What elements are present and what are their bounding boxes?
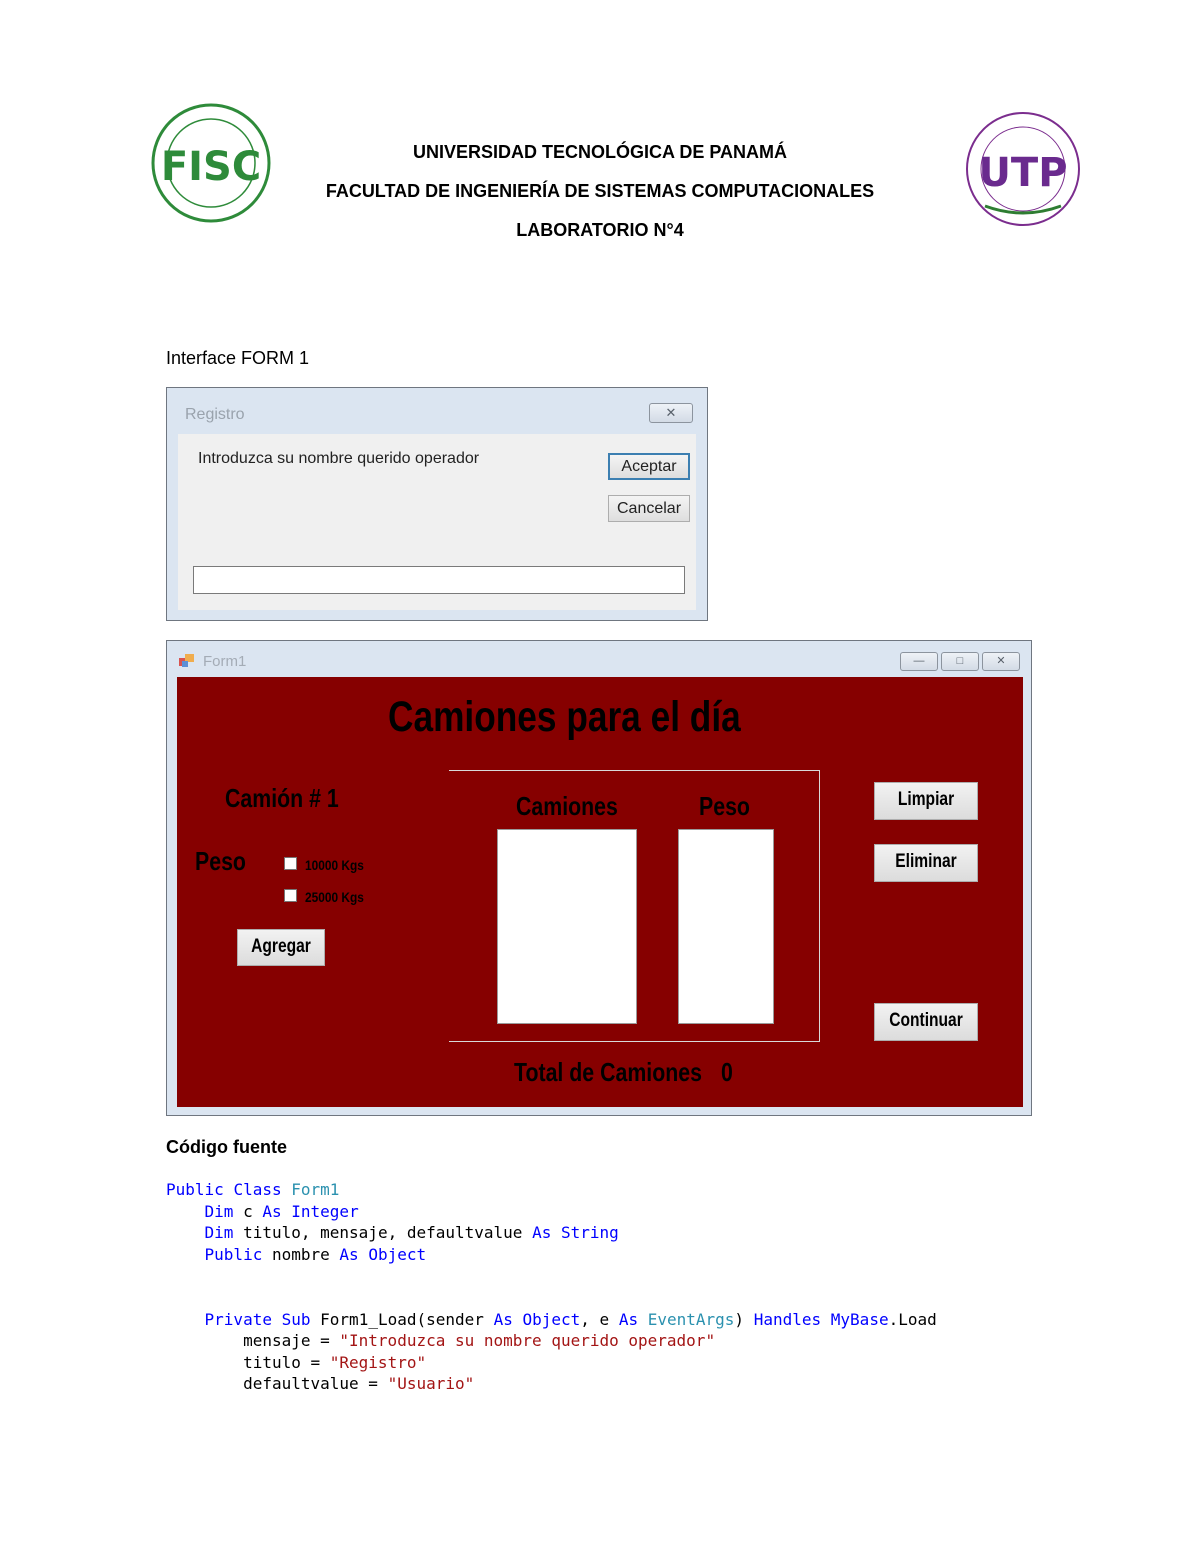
total-trucks-value: 0 xyxy=(721,1057,733,1087)
checkbox-25000[interactable] xyxy=(284,889,297,902)
agregar-button[interactable] xyxy=(237,929,325,966)
close-icon: ✕ xyxy=(665,405,677,420)
total-trucks-label: Total de Camiones xyxy=(514,1057,702,1087)
fisc-logo xyxy=(150,102,272,224)
continuar-button-label: Continuar xyxy=(889,1010,963,1031)
lab-title: LABORATORIO N°4 xyxy=(516,220,684,240)
minimize-button[interactable] xyxy=(900,652,938,671)
truck-label: Camión # 1 xyxy=(225,783,339,813)
svg-text:FISC: FISC xyxy=(160,144,262,190)
name-input[interactable] xyxy=(193,566,685,594)
continuar-button[interactable] xyxy=(874,1003,978,1041)
dialog-title: Registro xyxy=(185,406,245,423)
form1-client-area xyxy=(177,677,1023,1107)
form-heading: Camiones para el día xyxy=(388,693,741,741)
utp-logo xyxy=(963,110,1083,228)
form-app-icon xyxy=(179,654,195,668)
faculty-name: FACULTAD DE INGENIERÍA DE SISTEMAS COMPUTACIONALES xyxy=(325,181,875,201)
dialog-client-area xyxy=(178,434,696,610)
form1-window xyxy=(166,640,1032,1116)
aceptar-button[interactable]: Aceptar xyxy=(608,453,690,480)
close-icon: ✕ xyxy=(996,655,1006,667)
form1-close-button[interactable] xyxy=(982,652,1020,671)
checkbox-10000-label: 10000 Kgs xyxy=(305,857,364,873)
interface-caption: Interface FORM 1 xyxy=(166,348,310,368)
eliminar-button-label: Eliminar xyxy=(895,851,957,872)
trucks-column-header: Camiones xyxy=(516,791,618,821)
checkbox-25000-label: 25000 Kgs xyxy=(305,889,364,905)
university-name: UNIVERSIDAD TECNOLÓGICA DE PANAMÁ xyxy=(412,142,787,162)
eliminar-button[interactable] xyxy=(874,844,978,882)
minimize-icon: — xyxy=(913,655,925,667)
limpiar-button-label: Limpiar xyxy=(897,789,955,810)
registro-dialog xyxy=(166,387,708,621)
weight-label: Peso xyxy=(195,846,246,876)
maximize-icon: □ xyxy=(956,655,964,667)
weights-listbox[interactable] xyxy=(678,829,774,1024)
weight-column-header: Peso xyxy=(699,791,750,821)
code-title: Código fuente xyxy=(166,1137,287,1157)
agregar-button-label: Agregar xyxy=(251,936,311,957)
cancelar-button[interactable]: Cancelar xyxy=(608,495,690,522)
trucks-listbox[interactable] xyxy=(497,829,637,1024)
form1-title: Form1 xyxy=(203,653,247,670)
svg-text:UTP: UTP xyxy=(978,150,1068,196)
dialog-message: Introduzca su nombre querido operador xyxy=(198,450,480,467)
maximize-button[interactable] xyxy=(941,652,979,671)
dialog-close-button[interactable] xyxy=(649,403,693,423)
limpiar-button[interactable] xyxy=(874,782,978,820)
checkbox-10000[interactable] xyxy=(284,857,297,870)
source-code: Public Class Form1 Dim c As Integer Dim titulo, mensaje, defaultvalue As String Public nombre As Object Private Sub Form1_Load(sender As Object, e As EventArgs) Handles MyBase.Load mensaje = "Introduzca su nombre querido operador" titulo = "Registro" defaultvalue = "Usuario" xyxy=(166,1180,937,1394)
